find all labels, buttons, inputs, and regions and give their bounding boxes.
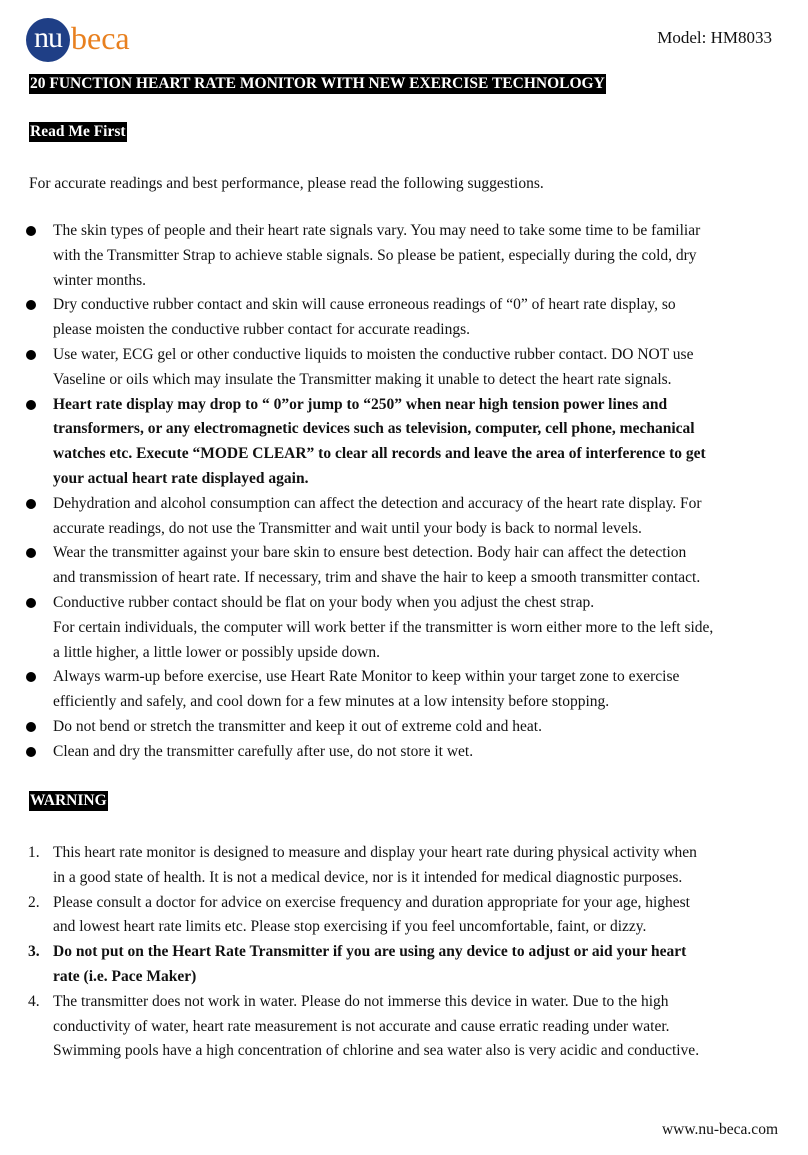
warning-item	[25, 990, 765, 1064]
footer-url: www.nu-beca.com	[661, 1121, 778, 1138]
bullet-line: your actual heart rate displayed again.	[53, 469, 309, 487]
warning-list	[25, 841, 765, 1064]
bullet-line: Vaseline or oils which may insulate the Transmitter making it unable to detect the heart rate signals.	[53, 370, 672, 388]
bullet-line: watches etc. Execute “MODE CLEAR” to clear all records and leave the area of interference to get	[53, 445, 706, 463]
warning-line: and lowest heart rate limits etc. Please stop exercising if you feel uncomfortable, faint, or dizzy.	[53, 918, 647, 936]
bullet-line: please moisten the conductive rubber contact for accurate readings.	[53, 321, 471, 339]
bullet-line: Wear the transmitter against your bare skin to ensure best detection. Body hair can affect the detection	[53, 544, 687, 562]
warning-line: This heart rate monitor is designed to measure and display your heart rate during physical activity when	[53, 844, 697, 861]
bullet-line: Clean and dry the transmitter carefully after use, do not store it wet.	[53, 742, 474, 760]
warning-line: Swimming pools have a high concentration of chlorine and sea water also is very acidic and conductive.	[53, 1042, 700, 1060]
read-me-intro: For accurate readings and best performance, please read the following suggestions.	[29, 175, 544, 192]
bullet-line: Conductive rubber contact should be flat on your body when you adjust the chest strap.	[53, 593, 595, 611]
bullet-item-emphasis	[25, 393, 765, 492]
bullet-dot-icon	[26, 672, 36, 682]
logo-wordmark: beca	[71, 20, 130, 56]
warning-item-emphasis	[25, 940, 765, 990]
bullet-line: For certain individuals, the computer will work better if the transmitter is worn either more to the left side,	[53, 618, 714, 636]
bullet-dot-icon	[26, 350, 36, 360]
warning-line: rate (i.e. Pace Maker)	[53, 967, 197, 985]
bullet-dot-icon	[26, 598, 36, 608]
logo-mark: nu	[26, 18, 70, 62]
bullet-dot-icon	[26, 300, 36, 310]
bullet-line: Heart rate display may drop to “ 0”or jump to “250” when near high tension power lines and	[53, 395, 668, 413]
document-title: 20 FUNCTION HEART RATE MONITOR WITH NEW EXERCISE TECHNOLOGY	[30, 75, 605, 92]
bullet-item	[25, 343, 765, 393]
warning-line: Please consult a doctor for advice on exercise frequency and duration appropriate for your age, highest	[53, 893, 690, 911]
bullet-line: Always warm-up before exercise, use Heart Rate Monitor to keep within your target zone to exercise	[53, 668, 680, 686]
warning-line: in a good state of health. It is not a medical device, nor is it intended for medical diagnostic purposes.	[53, 868, 683, 886]
warning-item-number: 4.	[28, 992, 40, 1010]
warning-line: Do not put on the Heart Rate Transmitter if you are using any device to adjust or aid your heart	[53, 943, 687, 961]
bullet-item	[25, 219, 765, 293]
warning-item-number: 3.	[28, 943, 40, 961]
bullet-line: efficiently and safely, and cool down for a few minutes at a low intensity before stopping.	[53, 693, 610, 711]
bullet-line: winter months.	[53, 271, 146, 289]
bullet-line: Dehydration and alcohol consumption can affect the detection and accuracy of the heart rate display. For	[53, 494, 702, 512]
warning-item	[25, 841, 765, 891]
read-me-bullet-list	[25, 219, 765, 765]
bullet-line: and transmission of heart rate. If necessary, trim and shave the hair to keep a smooth transmitter contact.	[53, 569, 701, 587]
bullet-line: Dry conductive rubber contact and skin will cause erroneous readings of “0” of heart rate display, so	[53, 296, 676, 314]
warning-line: conductivity of water, heart rate measurement is not accurate and cause erratic reading under water.	[53, 1017, 670, 1035]
bullet-line: a little higher, a little lower or possibly upside down.	[53, 643, 380, 661]
bullet-dot-icon	[26, 499, 36, 509]
bullet-dot-icon	[26, 747, 36, 757]
bullet-line: accurate readings, do not use the Transmitter and wait until your body is back to normal levels.	[53, 519, 642, 537]
bullet-line: with the Transmitter Strap to achieve stable signals. So please be patient, especially during the cold, dry	[53, 246, 697, 264]
bullet-dot-icon	[26, 548, 36, 558]
bullet-item	[25, 591, 765, 665]
bullet-item	[25, 492, 765, 542]
warning-item-number: 1.	[28, 844, 40, 861]
bullet-dot-icon	[26, 722, 36, 732]
bullet-dot-icon	[26, 226, 36, 236]
brand-logo	[26, 18, 130, 62]
bullet-dot-icon	[26, 400, 36, 410]
warning-item-number: 2.	[28, 893, 40, 911]
bullet-item	[25, 715, 765, 740]
read-me-heading: Read Me First	[30, 123, 126, 140]
bullet-item	[25, 541, 765, 591]
bullet-line: transformers, or any electromagnetic devices such as television, computer, cell phone, mechanical	[53, 420, 695, 438]
bullet-line: Use water, ECG gel or other conductive liquids to moisten the conductive rubber contact. DO NOT use	[53, 345, 694, 363]
bullet-line: Do not bend or stretch the transmitter and keep it out of extreme cold and heat.	[53, 717, 542, 735]
bullet-item	[25, 740, 765, 765]
bullet-item	[25, 293, 765, 343]
bullet-line: The skin types of people and their heart rate signals vary. You may need to take some time to be familiar	[53, 222, 701, 239]
warning-item	[25, 891, 765, 941]
model-number: Model: HM8033	[657, 28, 772, 47]
bullet-item	[25, 665, 765, 715]
warning-heading: WARNING	[30, 792, 107, 809]
warning-line: The transmitter does not work in water. Please do not immerse this device in water. Due to the high	[53, 992, 669, 1010]
